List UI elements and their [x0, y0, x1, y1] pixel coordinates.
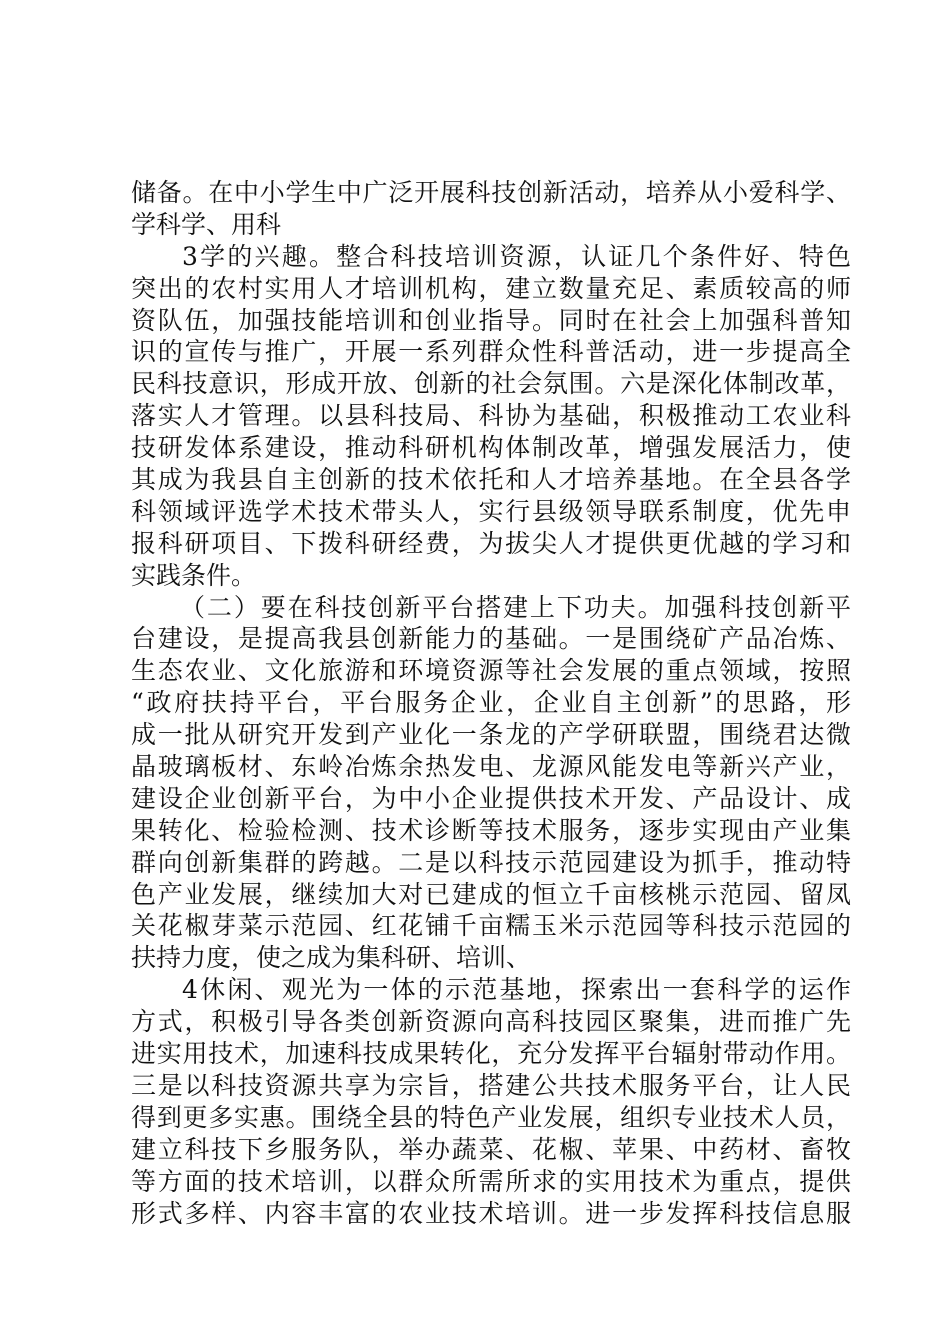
text-line: 晶玻璃板材、东岭冶炼余热发电、龙源风能发电等新兴产业，	[131, 752, 851, 782]
text-line: 等方面的技术培训，以群众所需所求的实用技术为重点，提供	[131, 1166, 851, 1196]
text-line: “政府扶持平台，平台服务企业，企业自主创新”的思路，形	[131, 688, 851, 718]
text-line: 扶持力度，使之成为集科研、培训、	[131, 943, 532, 973]
text-line: 果转化、检验检测、技术诊断等技术服务，逐步实现由产业集	[131, 815, 851, 845]
text-line: 实践条件。	[131, 560, 257, 590]
text-line: 三是以科技资源共享为宗旨，搭建公共技术服务平台，让人民	[131, 1070, 851, 1100]
text-line: 3学的兴趣。整合科技培训资源，认证几个条件好、特色	[182, 241, 851, 271]
text-line: 民科技意识，形成开放、创新的社会氛围。六是深化体制改革，	[131, 369, 851, 399]
text-line: 落实人才管理。以县科技局、科协为基础，积极推动工农业科	[131, 401, 851, 431]
text-line: 突出的农村实用人才培训机构，建立数量充足、素质较高的师	[131, 273, 851, 303]
text-line: 学科学、用科	[131, 209, 282, 239]
text-line: 科领域评选学术技术带头人，实行县级领导联系制度，优先申	[131, 496, 851, 526]
text-line: 建立科技下乡服务队，举办蔬菜、花椒、苹果、中药材、畜牧	[131, 1134, 851, 1164]
text-line: 4休闲、观光为一体的示范基地，探索出一套科学的运作	[182, 975, 851, 1005]
text-line: 方式，积极引导各类创新资源向高科技园区聚集，进而推广先	[131, 1007, 851, 1037]
text-line: 成一批从研究开发到产业化一条龙的产学研联盟，围绕君达微	[131, 720, 851, 750]
document-body	[131, 177, 851, 1229]
text-line: （二）要在科技创新平台搭建上下功夫。加强科技创新平	[180, 592, 851, 622]
text-line: 建设企业创新平台，为中小企业提供技术开发、产品设计、成	[131, 783, 851, 813]
text-line: 报科研项目、下拨科研经费，为拔尖人才提供更优越的学习和	[131, 528, 851, 558]
text-line: 其成为我县自主创新的技术依托和人才培养基地。在全县各学	[131, 465, 851, 495]
text-line: 资队伍，加强技能培训和创业指导。同时在社会上加强科普知	[131, 305, 851, 335]
text-line: 技研发体系建设，推动科研机构体制改革，增强发展活力，使	[131, 433, 851, 463]
text-line: 进实用技术，加速科技成果转化，充分发挥平台辐射带动作用。	[131, 1039, 851, 1069]
text-line: 关花椒芽菜示范园、红花铺千亩糯玉米示范园等科技示范园的	[131, 911, 851, 941]
text-line: 台建设，是提高我县创新能力的基础。一是围绕矿产品冶炼、	[131, 624, 851, 654]
text-line: 形式多样、内容丰富的农业技术培训。进一步发挥科技信息服	[131, 1198, 851, 1228]
text-line: 储备。在中小学生中广泛开展科技创新活动，培养从小爱科学、	[131, 178, 851, 207]
text-line: 识的宣传与推广，开展一系列群众性科普活动，进一步提高全	[131, 337, 851, 367]
text-line: 得到更多实惠。围绕全县的特色产业发展，组织专业技术人员，	[131, 1102, 851, 1132]
text-line: 群向创新集群的跨越。二是以科技示范园建设为抓手，推动特	[131, 847, 851, 877]
text-line: 生态农业、文化旅游和环境资源等社会发展的重点领域，按照	[131, 656, 851, 686]
text-line: 色产业发展，继续加大对已建成的恒立千亩核桃示范园、留凤	[131, 879, 851, 909]
